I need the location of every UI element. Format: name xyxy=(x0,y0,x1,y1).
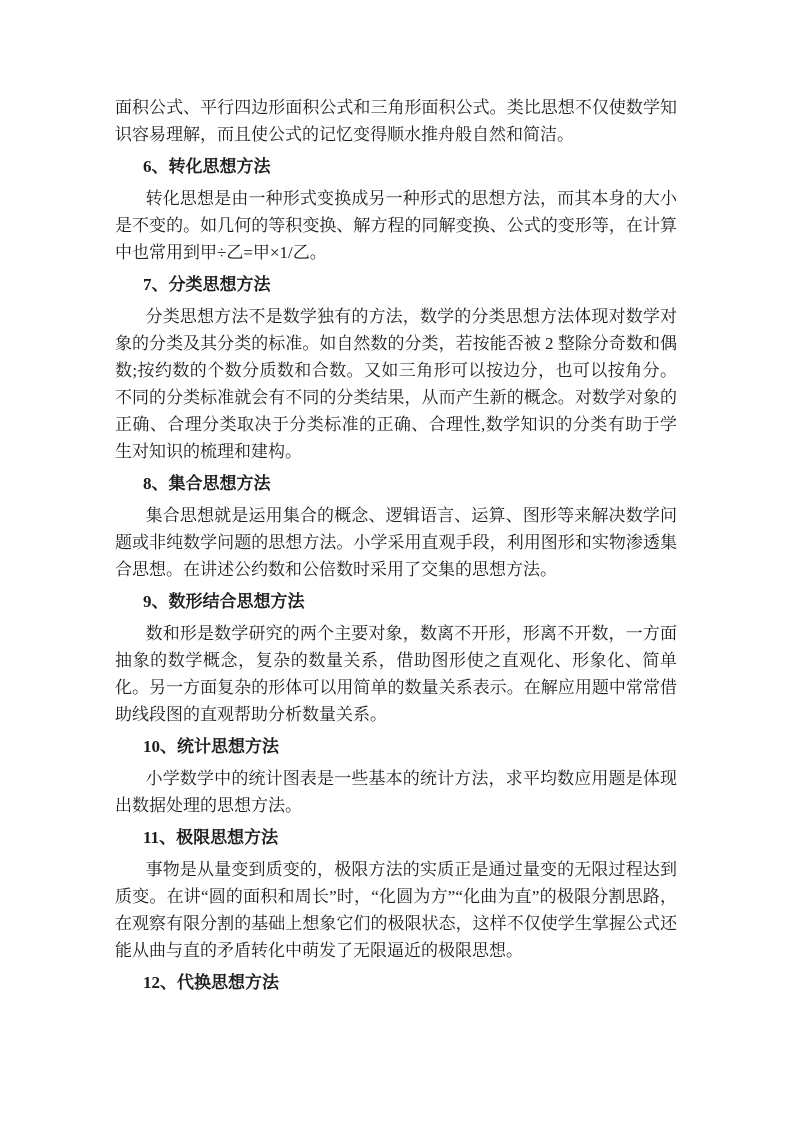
section-10-paragraph: 小学数学中的统计图表是一些基本的统计方法，求平均数应用题是体现出数据处理的思想方法。 xyxy=(115,769,677,815)
section-11-heading: 11、极限思想方法 xyxy=(143,828,279,847)
section-7-heading: 7、分类思想方法 xyxy=(143,275,271,294)
section-11-paragraph: 事物是从量变到质变的，极限方法的实质正是通过量变的无限过程达到质变。在讲“圆的面积和周长”时，“化圆为方”“化曲为直”的极限分割思路，在观察有限分割的基础上想象它们的极限状态，这样不仅使学生掌握公式还能从曲与直的矛盾转化中萌发了无限逼近的极限思想。 xyxy=(115,860,677,960)
section-9-paragraph: 数和形是数学研究的两个主要对象，数离不开形，形离不开数，一方面抽象的数学概念，复杂的数量关系，借助图形使之直观化、形象化、简单化。另一方面复杂的形体可以用简单的数量关系表示。在解应用题中常常借助线段图的直观帮助分析数量关系。 xyxy=(115,624,677,724)
section-10-heading: 10、统计思想方法 xyxy=(143,737,280,756)
section-8-heading: 8、集合思想方法 xyxy=(143,474,271,493)
section-12-heading: 12、代换思想方法 xyxy=(143,973,280,992)
section-9-heading: 9、数形结合思想方法 xyxy=(143,592,305,611)
document-body xyxy=(115,94,677,1001)
section-6-heading: 6、转化思想方法 xyxy=(143,157,271,176)
section-8-paragraph: 集合思想就是运用集合的概念、逻辑语言、运算、图形等来解决数学问题或非纯数学问题的思想方法。小学采用直观手段，利用图形和实物渗透集合思想。在讲述公约数和公倍数时采用了交集的思想方法。 xyxy=(115,506,677,579)
section-6-paragraph: 转化思想是由一种形式变换成另一种形式的思想方法，而其本身的大小是不变的。如几何的等积变换、解方程的同解变换、公式的变形等，在计算中也常用到甲÷乙=甲×1/乙。 xyxy=(115,189,677,262)
intro-paragraph: 面积公式、平行四边形面积公式和三角形面积公式。类比思想不仅使数学知识容易理解，而且使公式的记忆变得顺水推舟般自然和简洁。 xyxy=(115,98,677,144)
section-7-paragraph: 分类思想方法不是数学独有的方法，数学的分类思想方法体现对数学对象的分类及其分类的标准。如自然数的分类，若按能否被 2 整除分奇数和偶数;按约数的个数分质数和合数。又如三角形可以按边分，也可以按角分。不同的分类标准就会有不同的分类结果，从而产生新的概念。对数学对象的正确、合理分类取决于分类标准的正确、合理性,数学知识的分类有助于学生对知识的梳理和建构。 xyxy=(115,307,677,461)
